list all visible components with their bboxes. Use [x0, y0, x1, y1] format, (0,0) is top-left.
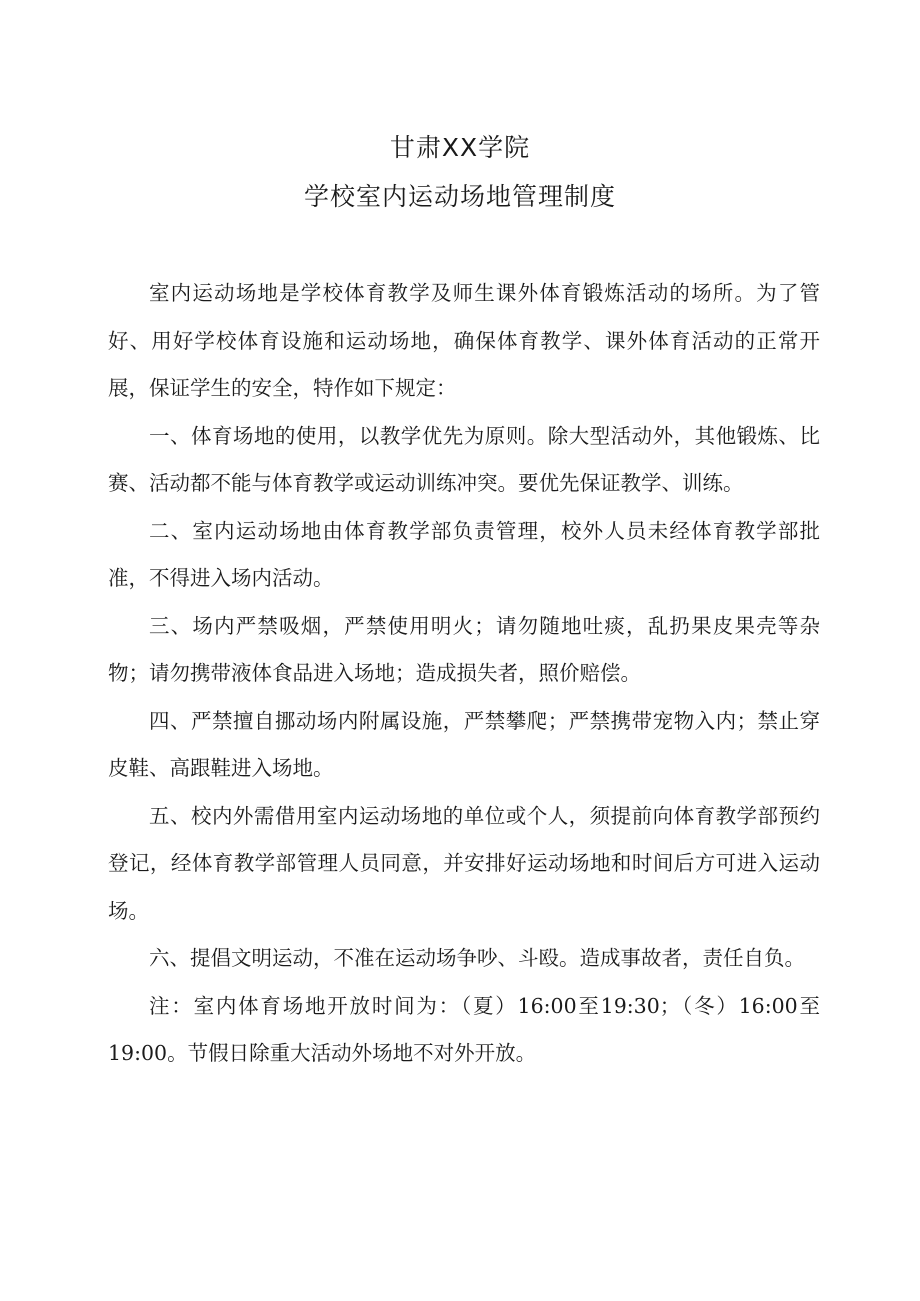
paragraph-rule-5: 五、校内外需借用室内运动场地的单位或个人，须提前向体育教学部预约登记，经体育教学部管理人员同意，并安排好运动场地和时间后方可进入运动场。: [108, 803, 820, 923]
paragraph-rule-4: 四、严禁擅自挪动场内附属设施，严禁攀爬；严禁携带宠物入内；禁止穿皮鞋、高跟鞋进入场地。: [108, 708, 820, 780]
paragraph-rule-1: 一、体育场地的使用，以教学优先为原则。除大型活动外，其他锻炼、比赛、活动都不能与体育教学或运动训练冲突。要优先保证教学、训练。: [108, 423, 820, 495]
paragraph-note: 注：室内体育场地开放时间为：（夏）16:00至19:30；（冬）16:00至19:00。节假日除重大活动外场地不对外开放。: [108, 993, 820, 1065]
paragraph-rule-3: 三、场内严禁吸烟，严禁使用明火；请勿随地吐痰，乱扔果皮果壳等杂物；请勿携带液体食品进入场地；造成损失者，照价赔偿。: [108, 613, 820, 685]
document-body: [108, 270, 820, 1078]
paragraph-rule-2: 二、室内运动场地由体育教学部负责管理，校外人员未经体育教学部批准，不得进入场内活动。: [108, 518, 820, 590]
document-title: 学校室内运动场地管理制度: [303, 182, 616, 211]
paragraph-rule-6: 六、提倡文明运动，不准在运动场争吵、斗殴。造成事故者，责任自负。: [149, 946, 805, 970]
paragraph-intro: 室内运动场地是学校体育教学及师生课外体育锻炼活动的场所。为了管好、用好学校体育设施和运动场地，确保体育教学、课外体育活动的正常开展，保证学生的安全，特作如下规定：: [108, 281, 820, 400]
school-name: 甘肃XX学院: [389, 133, 531, 162]
